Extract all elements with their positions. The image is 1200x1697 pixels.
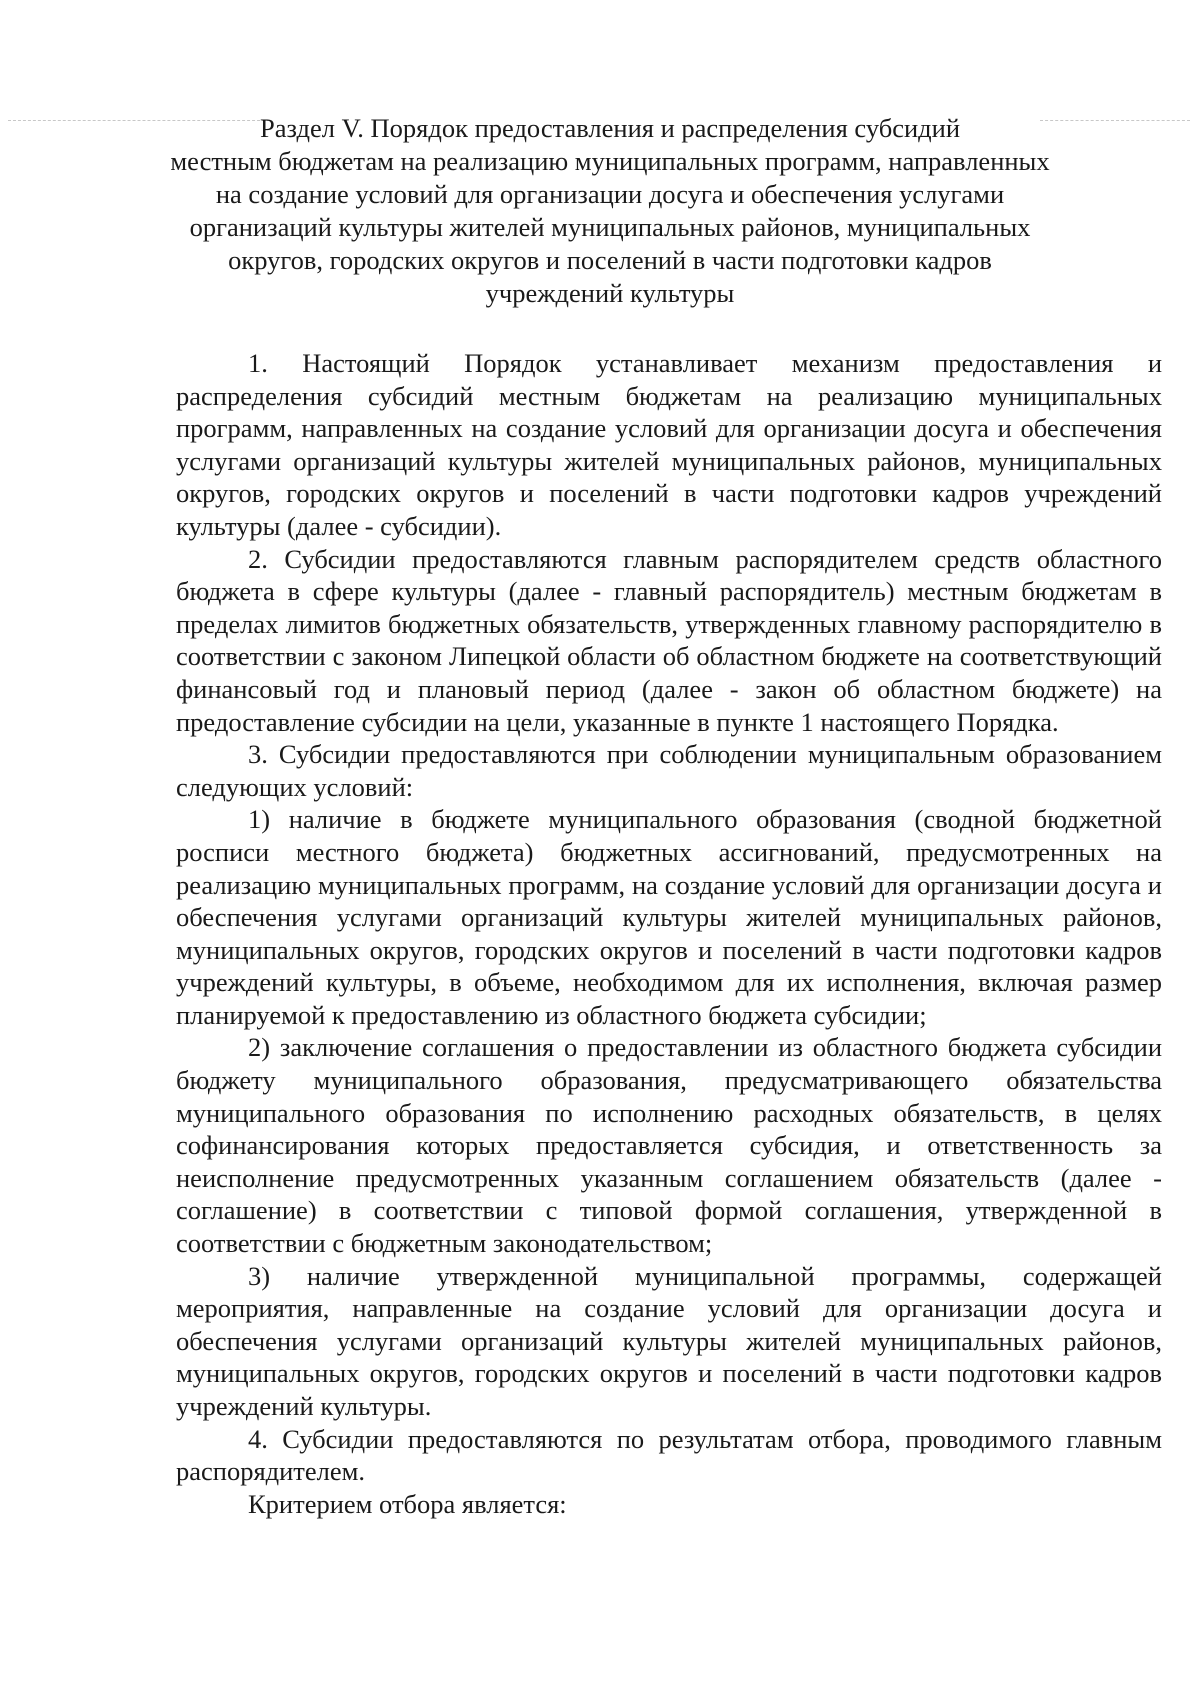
paragraph-1: 1. Настоящий Порядок устанавливает механизм предоставления и распределения субсидий местным бюджетам на реализацию муниципальных программ, направленных на создание условий для организации досуга и обеспечения услугами организаций культуры жителей муниципальных районов, муниципальных округов, городских округов и поселений в части подготовки кадров учреждений культуры (далее - субсидии). (176, 348, 1162, 541)
section-heading-line: на создание условий для организации досуга и обеспечения услугами (215, 179, 1005, 209)
paragraph-3: 3. Субсидии предоставляются при соблюдении муниципальным образованием следующих условий: (176, 739, 1162, 802)
section-heading-line: округов, городских округов и поселений в части подготовки кадров (228, 245, 992, 275)
paragraph-2: 2. Субсидии предоставляются главным распорядителем средств областного бюджета в сфере культуры (далее - главный распорядитель) местным бюджетам в пределах лимитов бюджетных обязательств, утвержденных главному распорядителю в соответствии с законом Липецкой области об областном бюджете на соответствующий финансовый год и плановый период (далее - закон об областном бюджете) на предоставление субсидии на цели, указанные в пункте 1 настоящего Порядка. (176, 543, 1162, 737)
paragraph-4: 4. Субсидии предоставляются по результатам отбора, проводимого главным распорядителем. (176, 1423, 1162, 1487)
section-heading (170, 112, 1050, 310)
paragraph-3-condition-2: 2) заключение соглашения о предоставлении из областного бюджета субсидии бюджету муниципального образования, предусматривающего обязательства муниципального образования по исполнению расходных обязательств, в целях софинансирования которых предоставляется субсидия, и ответственность за неисполнение предусмотренных указанным соглашением обязательств (далее - соглашение) в соответствии с типовой формой соглашения, утвержденной в соответствии с бюджетным законодательством; (176, 1032, 1162, 1259)
section-heading-line: местным бюджетам на реализацию муниципальных программ, направленных (170, 146, 1050, 176)
scan-artifact-line-right (1040, 120, 1190, 121)
section-heading-line: Раздел V. Порядок предоставления и распределения субсидий (259, 113, 961, 143)
paragraph-3-condition-1: 1) наличие в бюджете муниципального образования (сводной бюджетной росписи местного бюджета) бюджетных ассигнований, предусмотренных на реализацию муниципальных программ, на создание условий для организации досуга и обеспечения услугами организаций культуры жителей муниципальных районов, муниципальных округов, городских округов и поселений в части подготовки кадров учреждений культуры, в объеме, необходимом для их исполнения, включая размер планируемой к предоставлению из областного бюджета субсидии; (176, 804, 1162, 1030)
selection-criterion-paragraph: Критерием отбора является: (248, 1488, 567, 1519)
paragraph-3-condition-3: 3) наличие утвержденной муниципальной программы, содержащей мероприятия, направленные на создание условий для организации досуга и обеспечения услугами организаций культуры жителей муниципальных районов, муниципальных округов, городских округов и поселений в части подготовки кадров учреждений культуры. (176, 1260, 1162, 1421)
document-body (176, 347, 1162, 1520)
section-heading-line: организаций культуры жителей муниципальных районов, муниципальных (189, 212, 1031, 242)
section-heading-line: учреждений культуры (485, 278, 735, 308)
